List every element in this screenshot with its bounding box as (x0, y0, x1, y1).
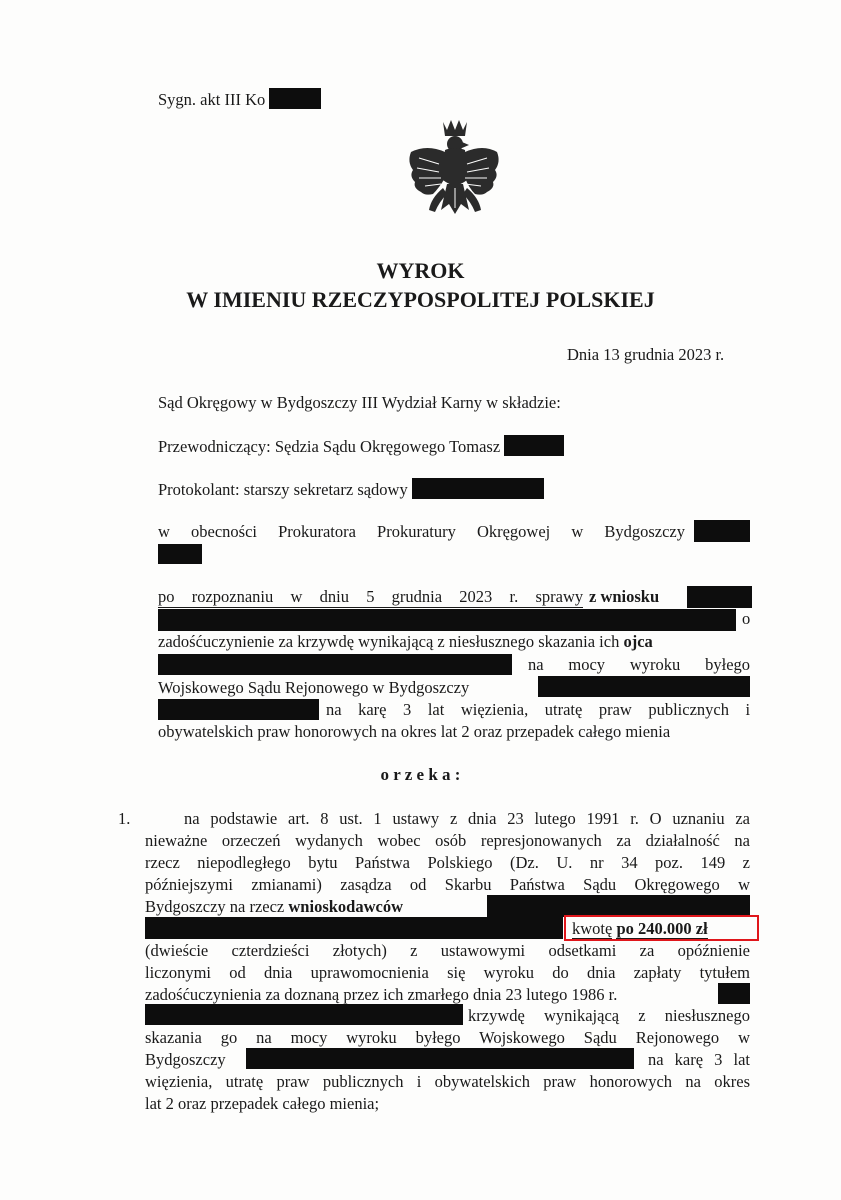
redaction-block (158, 544, 202, 564)
point1-line-5: Bydgoszczy na rzecz wnioskodawców (145, 897, 403, 916)
polish-eagle-emblem-icon (405, 118, 501, 230)
point1-line-9: zadośćuczynienia za doznaną przez ich zmarłego dnia 23 lutego 1986 r. (145, 985, 618, 1004)
redaction-block (158, 654, 512, 675)
point1-line-12-start: Bydgoszczy (145, 1050, 226, 1069)
redaction-block (145, 1004, 463, 1025)
redaction-block (246, 1048, 634, 1069)
point1-line-10: krzywdę wynikającą z niesłusznego (468, 1006, 750, 1025)
point1-line-1: na podstawie art. 8 ust. 1 ustawy z dnia 23 lutego 1991 r. O uznaniu za (184, 809, 750, 828)
case-intro-word-o: o (742, 609, 751, 628)
redaction-block (158, 609, 736, 631)
point1-line-11: skazania go na mocy wyroku byłego Wojskowego Sądu Rejonowego w (145, 1028, 750, 1047)
point1-line-12-end: na karę 3 lat (648, 1050, 750, 1069)
document-subtitle: W IMIENIU RZECZYPOSPOLITEJ POLSKIEJ (186, 287, 655, 312)
redaction-block (718, 983, 750, 1004)
amount-highlight-box (564, 915, 759, 941)
point1-line-14: lat 2 oraz przepadek całego mienia; (145, 1094, 380, 1113)
case-reference: Sygn. akt III Ko (158, 88, 321, 110)
verdict-heading: o r z e k a : (380, 765, 461, 784)
redaction-block (538, 676, 750, 697)
redaction-block (145, 917, 563, 939)
document-title: WYROK (376, 258, 465, 283)
case-intro-line-6: na karę 3 lat więzienia, utratę praw publicznych i (326, 700, 751, 719)
case-intro-line-7: obywatelskich praw honorowych na okres lat 2 oraz przepadek całego mienia (158, 722, 671, 741)
case-intro-line-4: na mocy wyroku byłego (528, 655, 751, 674)
point1-line-2: nieważne orzeczeń wydanych wobec osób represjonowanych za działalność na (145, 831, 750, 850)
redaction-block (687, 586, 752, 608)
case-intro-line-3: zadośćuczynienie za krzywdę wynikającą z niesłusznego skazania ich ojca (158, 632, 653, 651)
point1-line-7: (dwieście czterdzieści złotych) z ustawowymi odsetkami za opóźnienie (145, 941, 750, 960)
point1-line-4: późniejszymi zmianami) zasądza od Skarbu Państwa Sądu Okręgowego w (145, 875, 750, 894)
case-intro-bold-motion: z wniosku (589, 587, 660, 606)
amount-text: kwotę po 240.000 zł (572, 919, 708, 938)
redaction-block (504, 435, 564, 456)
case-intro-line-5: Wojskowego Sądu Rejonowego w Bydgoszczy (158, 678, 470, 697)
redaction-block (694, 520, 750, 542)
redaction-block (487, 895, 750, 917)
case-intro-line-1: po rozpoznaniu w dniu 5 grudnia 2023 r. sprawy (158, 587, 584, 606)
point-number: 1. (118, 809, 131, 828)
point1-line-13: więzienia, utratę praw publicznych i obywatelskich praw honorowych na okres (145, 1072, 750, 1091)
redaction-block (412, 478, 544, 499)
judgment-date: Dnia 13 grudnia 2023 r. (567, 345, 725, 364)
point1-line-8: liczonymi od dnia uprawomocnienia się wyroku do dnia zapłaty tytułem (145, 963, 750, 982)
redaction-block (269, 88, 321, 109)
redaction-block (158, 699, 319, 720)
prosecutor-line: w obecności Prokuratora Prokuratury Okręgowej w Bydgoszczy (158, 522, 685, 541)
court-composition: Sąd Okręgowy w Bydgoszczy III Wydział Karny w składzie: (158, 393, 561, 412)
point1-line-3: rzecz niepodległego bytu Państwa Polskiego (Dz. U. nr 34 poz. 149 z (145, 853, 750, 872)
court-clerk: Protokolant: starszy sekretarz sądowy (158, 478, 544, 500)
presiding-judge: Przewodniczący: Sędzia Sądu Okręgowego Tomasz (158, 435, 564, 457)
